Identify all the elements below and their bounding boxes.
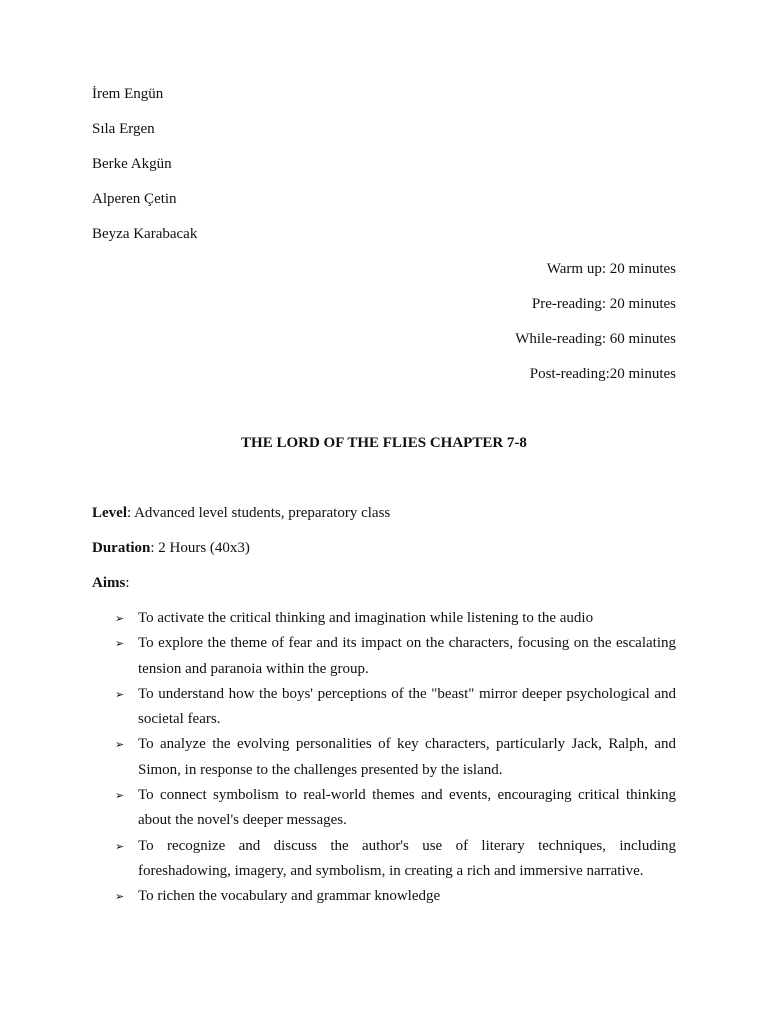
arrowhead-bullet-icon: ➢ (115, 738, 125, 752)
duration-value: : 2 Hours (40x3) (150, 540, 250, 556)
aim-text: To analyze the evolving personalities of key characters, particularly Jack, Ralph, and Simon, in response to the challenges presented by the island. (138, 736, 676, 778)
document-title: THE LORD OF THE FLIES CHAPTER 7-8 (241, 435, 527, 451)
aim-text: To recognize and discuss the author's use of literary techniques, including foreshadowing, imagery, and symbolism, in creating a rich and immersive narrative. (138, 837, 676, 879)
list-item (115, 682, 676, 733)
list-item (115, 783, 676, 834)
timing-line: While-reading: 60 minutes (515, 331, 676, 347)
arrowhead-bullet-icon: ➢ (115, 637, 125, 651)
list-item (115, 834, 676, 885)
author-name: Beyza Karabacak (92, 226, 198, 242)
duration-label: Duration (92, 540, 151, 556)
arrowhead-bullet-icon: ➢ (115, 789, 125, 803)
level-label: Level (92, 505, 127, 521)
aims-list (115, 606, 676, 910)
author-name: Sıla Ergen (92, 121, 155, 137)
aim-text: To richen the vocabulary and grammar knowledge (138, 888, 441, 905)
timing-line: Post-reading:20 minutes (529, 366, 676, 382)
level-value: : Advanced level students, preparatory class (127, 505, 391, 521)
author-name: Berke Akgün (92, 156, 172, 172)
level-line (92, 504, 390, 522)
author-name: Alperen Çetin (92, 191, 177, 207)
aim-text: To activate the critical thinking and imagination while listening to the audio (138, 610, 594, 626)
aim-text: To explore the theme of fear and its impact on the characters, focusing on the escalating tension and paranoia within the group. (138, 635, 676, 677)
arrowhead-bullet-icon: ➢ (115, 612, 125, 625)
aim-text: To connect symbolism to real-world themes and events, encouraging critical thinking about the novel's deeper messages. (138, 787, 676, 829)
aim-text: To understand how the boys' perceptions of the "beast" mirror deeper psychological and societal fears. (138, 685, 676, 728)
list-item (115, 631, 676, 682)
author-name: İrem Engün (92, 86, 164, 102)
timing-line: Warm up: 20 minutes (546, 261, 676, 277)
arrowhead-bullet-icon: ➢ (115, 890, 125, 904)
aims-label: Aims (92, 575, 126, 591)
arrowhead-bullet-icon: ➢ (115, 687, 125, 701)
duration-line (92, 539, 250, 557)
aims-heading (92, 574, 130, 592)
aims-suffix: : (125, 575, 130, 591)
list-item (115, 606, 676, 631)
arrowhead-bullet-icon: ➢ (115, 839, 125, 853)
list-item (115, 732, 676, 783)
list-item (115, 884, 676, 909)
timing-line: Pre-reading: 20 minutes (531, 296, 676, 312)
